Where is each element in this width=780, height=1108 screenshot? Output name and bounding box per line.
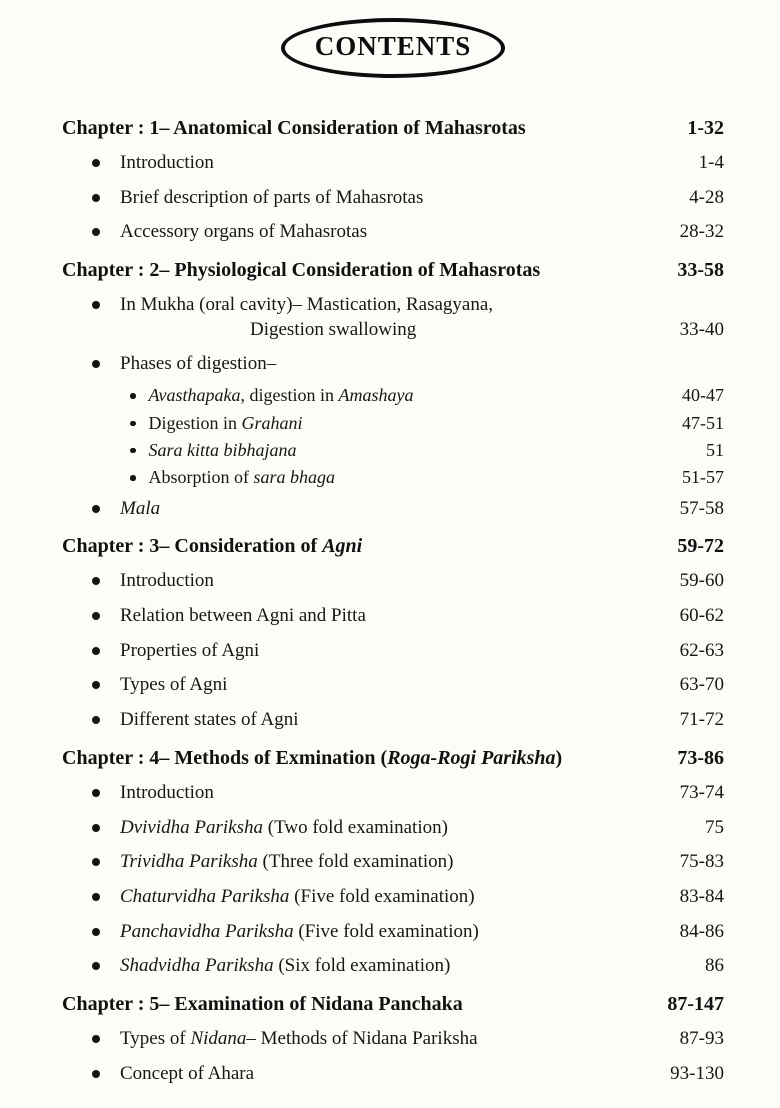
toc-entry-label <box>120 220 652 245</box>
label-text: Dvividha Pariksha <box>120 816 264 838</box>
toc-entry-label <box>120 569 652 594</box>
toc-entry-pages: 51 <box>706 439 724 460</box>
toc-item-row <box>62 439 724 462</box>
toc-entry-pages: 75-83 <box>679 851 724 873</box>
label-text: ) <box>555 746 563 769</box>
toc-entry-label <box>120 885 652 910</box>
toc-entry-pages: 28-32 <box>679 221 724 243</box>
toc-item-row <box>62 293 724 342</box>
label-text: Relation between Agni and Pitta <box>120 605 366 627</box>
label-text: Phases of digestion– <box>120 353 277 375</box>
toc-chapter-row <box>62 115 724 141</box>
toc-entry-label <box>120 639 652 664</box>
toc-item-row <box>62 1062 724 1087</box>
toc-chapter-row <box>62 257 724 283</box>
toc-entry-label <box>120 604 652 629</box>
toc-entry-label <box>120 352 652 377</box>
bullet-icon <box>92 962 100 970</box>
toc-entry-label <box>149 466 653 489</box>
label-text: Different states of Agni <box>120 709 299 731</box>
bullet-icon <box>92 228 100 236</box>
toc-item-row <box>62 412 724 435</box>
toc-chapter-row <box>62 533 724 559</box>
bullet-icon <box>130 421 136 427</box>
toc-item-row <box>62 186 724 211</box>
toc-item-row <box>62 604 724 629</box>
bullet-icon <box>130 393 136 399</box>
toc-entry-label <box>120 954 652 979</box>
bullet-icon <box>92 824 100 832</box>
bullet-icon <box>92 1035 100 1043</box>
label-text: Properties of Agni <box>120 639 260 661</box>
label-text: Chapter : 2– Physiological Consideration of Mahasrotas <box>62 259 541 282</box>
label-text: Types of <box>120 1027 191 1049</box>
toc-item-row <box>62 920 724 945</box>
label-text: Grahani <box>241 412 303 433</box>
toc-entry-label <box>149 439 653 462</box>
label-text: Shadvidha Pariksha <box>120 955 274 977</box>
toc-item-row <box>62 850 724 875</box>
contents-oval <box>281 18 506 78</box>
label-text: Introduction <box>120 781 214 803</box>
toc-item-row <box>62 384 724 407</box>
bullet-icon <box>92 893 100 901</box>
toc-entry-label <box>120 186 652 211</box>
bullet-icon <box>92 928 100 936</box>
label-text: Introduction <box>120 152 214 173</box>
toc-entry-pages: 33-58 <box>677 259 724 282</box>
label-text: Brief description of parts of Mahasrotas <box>120 186 424 208</box>
toc-entry-pages: 86 <box>705 955 724 977</box>
label-text: Types of Agni <box>120 674 228 696</box>
toc-item-row <box>62 1027 724 1052</box>
label-text: Nidana <box>190 1027 247 1049</box>
toc-item-row <box>62 885 724 910</box>
toc-entry-pages: 87-93 <box>679 1027 724 1049</box>
toc-entry-label <box>62 533 652 559</box>
page-header <box>62 18 724 78</box>
toc-entry-label <box>120 708 652 733</box>
toc-entry-label <box>62 257 652 283</box>
toc-item-row <box>62 954 724 979</box>
toc-entry-label <box>120 850 652 875</box>
bullet-icon <box>92 612 100 620</box>
toc-entry-pages: 84-86 <box>679 920 724 942</box>
label-text: In Mukha (oral cavity)– Mastication, Rasagyana, <box>120 294 494 316</box>
toc-entry-label <box>120 816 652 841</box>
label-text: Digestion in <box>148 412 242 433</box>
toc-entry-label <box>120 920 652 945</box>
bullet-icon <box>92 1070 100 1078</box>
toc-item-row <box>62 781 724 806</box>
bullet-icon <box>92 681 100 689</box>
page-title: CONTENTS <box>314 31 472 61</box>
bullet-icon <box>130 475 136 481</box>
label-line <box>120 293 652 318</box>
label-line <box>120 318 652 343</box>
label-text: (Six fold examination) <box>273 955 451 977</box>
label-text: Chapter : 3– Consideration of <box>62 535 323 558</box>
label-text: Roga-Rogi Pariksha <box>387 746 556 769</box>
toc-chapter-row <box>62 745 724 771</box>
label-text: Introduction <box>120 570 214 592</box>
toc-entry-label <box>62 991 652 1017</box>
bullet-icon <box>92 647 100 655</box>
toc-entry-label <box>120 1027 652 1052</box>
label-text: Accessory organs of Mahasrotas <box>120 221 368 243</box>
label-text: Sara kitta bibhajana <box>148 439 297 460</box>
label-text: Trividha Pariksha <box>120 851 258 873</box>
toc-item-row <box>62 497 724 522</box>
toc-item-row <box>62 220 724 245</box>
label-text: Chapter : 5– Examination of Nidana Panchaka <box>62 992 463 1015</box>
label-text: Chapter : 1– Anatomical Consideration of Mahasrotas <box>62 117 526 139</box>
toc-entry-pages: 73-86 <box>677 746 724 769</box>
toc-item-row <box>62 569 724 594</box>
toc-entry-label <box>62 745 652 771</box>
toc-entry-pages: 73-74 <box>679 781 724 803</box>
toc-entry-pages: 93-130 <box>670 1062 724 1084</box>
label-text: (Three fold examination) <box>257 851 454 873</box>
label-text: sara bhaga <box>253 467 336 488</box>
toc-chapter-row <box>62 991 724 1017</box>
toc <box>62 108 724 1091</box>
toc-entry-label <box>120 781 652 806</box>
label-text: (Two fold examination) <box>263 816 448 838</box>
toc-entry-pages: 33-40 <box>679 318 724 340</box>
toc-entry-label <box>149 412 653 435</box>
label-text: Absorption of <box>148 467 254 488</box>
label-text: Chaturvidha Pariksha <box>120 885 290 907</box>
bullet-icon <box>92 858 100 866</box>
label-text: Mala <box>120 497 161 519</box>
toc-entry-pages: 4-28 <box>689 186 724 208</box>
bullet-icon <box>130 448 136 454</box>
bullet-icon <box>92 301 100 309</box>
toc-entry-pages: 62-63 <box>679 639 724 661</box>
bullet-icon <box>92 505 100 513</box>
toc-entry-label <box>62 115 652 141</box>
toc-item-row <box>62 151 724 176</box>
bullet-icon <box>92 577 100 585</box>
toc-entry-label <box>120 497 652 522</box>
bullet-icon <box>92 789 100 797</box>
toc-entry-label <box>149 384 653 407</box>
toc-item-row <box>62 466 724 489</box>
label-text: – Methods of Nidana Pariksha <box>246 1027 478 1049</box>
label-text: Agni <box>322 535 363 558</box>
bullet-icon <box>92 360 100 368</box>
toc-entry-pages: 60-62 <box>679 605 724 627</box>
label-text: Avasthapaka <box>148 385 241 406</box>
label-text: Panchavidha Pariksha <box>120 920 294 942</box>
label-text: Digestion swallowing <box>250 318 417 340</box>
toc-entry-pages: 71-72 <box>679 709 724 731</box>
toc-entry-pages: 87-147 <box>667 992 724 1015</box>
toc-item-row <box>62 708 724 733</box>
toc-entry-pages: 83-84 <box>679 885 724 907</box>
label-text: , digestion in <box>240 385 339 406</box>
toc-item-row <box>62 352 724 377</box>
toc-entry-label <box>120 673 652 698</box>
toc-entry-pages: 1-32 <box>687 117 724 139</box>
label-text: Amashaya <box>338 385 414 406</box>
toc-entry-pages: 63-70 <box>679 674 724 696</box>
label-text: Chapter : 4– Methods of Exmination ( <box>62 746 388 769</box>
toc-entry-pages: 40-47 <box>682 385 724 406</box>
label-text: Concept of Ahara <box>120 1062 255 1084</box>
toc-entry-pages: 51-57 <box>682 467 724 488</box>
toc-entry-label <box>120 293 652 342</box>
toc-entry-label <box>120 151 652 176</box>
bullet-icon <box>92 159 100 167</box>
label-text: (Five fold examination) <box>293 920 479 942</box>
toc-item-row <box>62 673 724 698</box>
toc-entry-pages: 57-58 <box>679 497 724 519</box>
toc-item-row <box>62 816 724 841</box>
toc-entry-pages: 75 <box>705 816 724 838</box>
toc-entry-label <box>120 1062 652 1087</box>
bullet-icon <box>92 716 100 724</box>
toc-entry-pages: 59-72 <box>677 535 724 558</box>
toc-entry-pages: 47-51 <box>682 412 724 433</box>
toc-entry-pages: 59-60 <box>679 570 724 592</box>
label-text: (Five fold examination) <box>289 885 475 907</box>
toc-item-row <box>62 639 724 664</box>
bullet-icon <box>92 194 100 202</box>
toc-entry-pages: 1-4 <box>698 152 724 173</box>
